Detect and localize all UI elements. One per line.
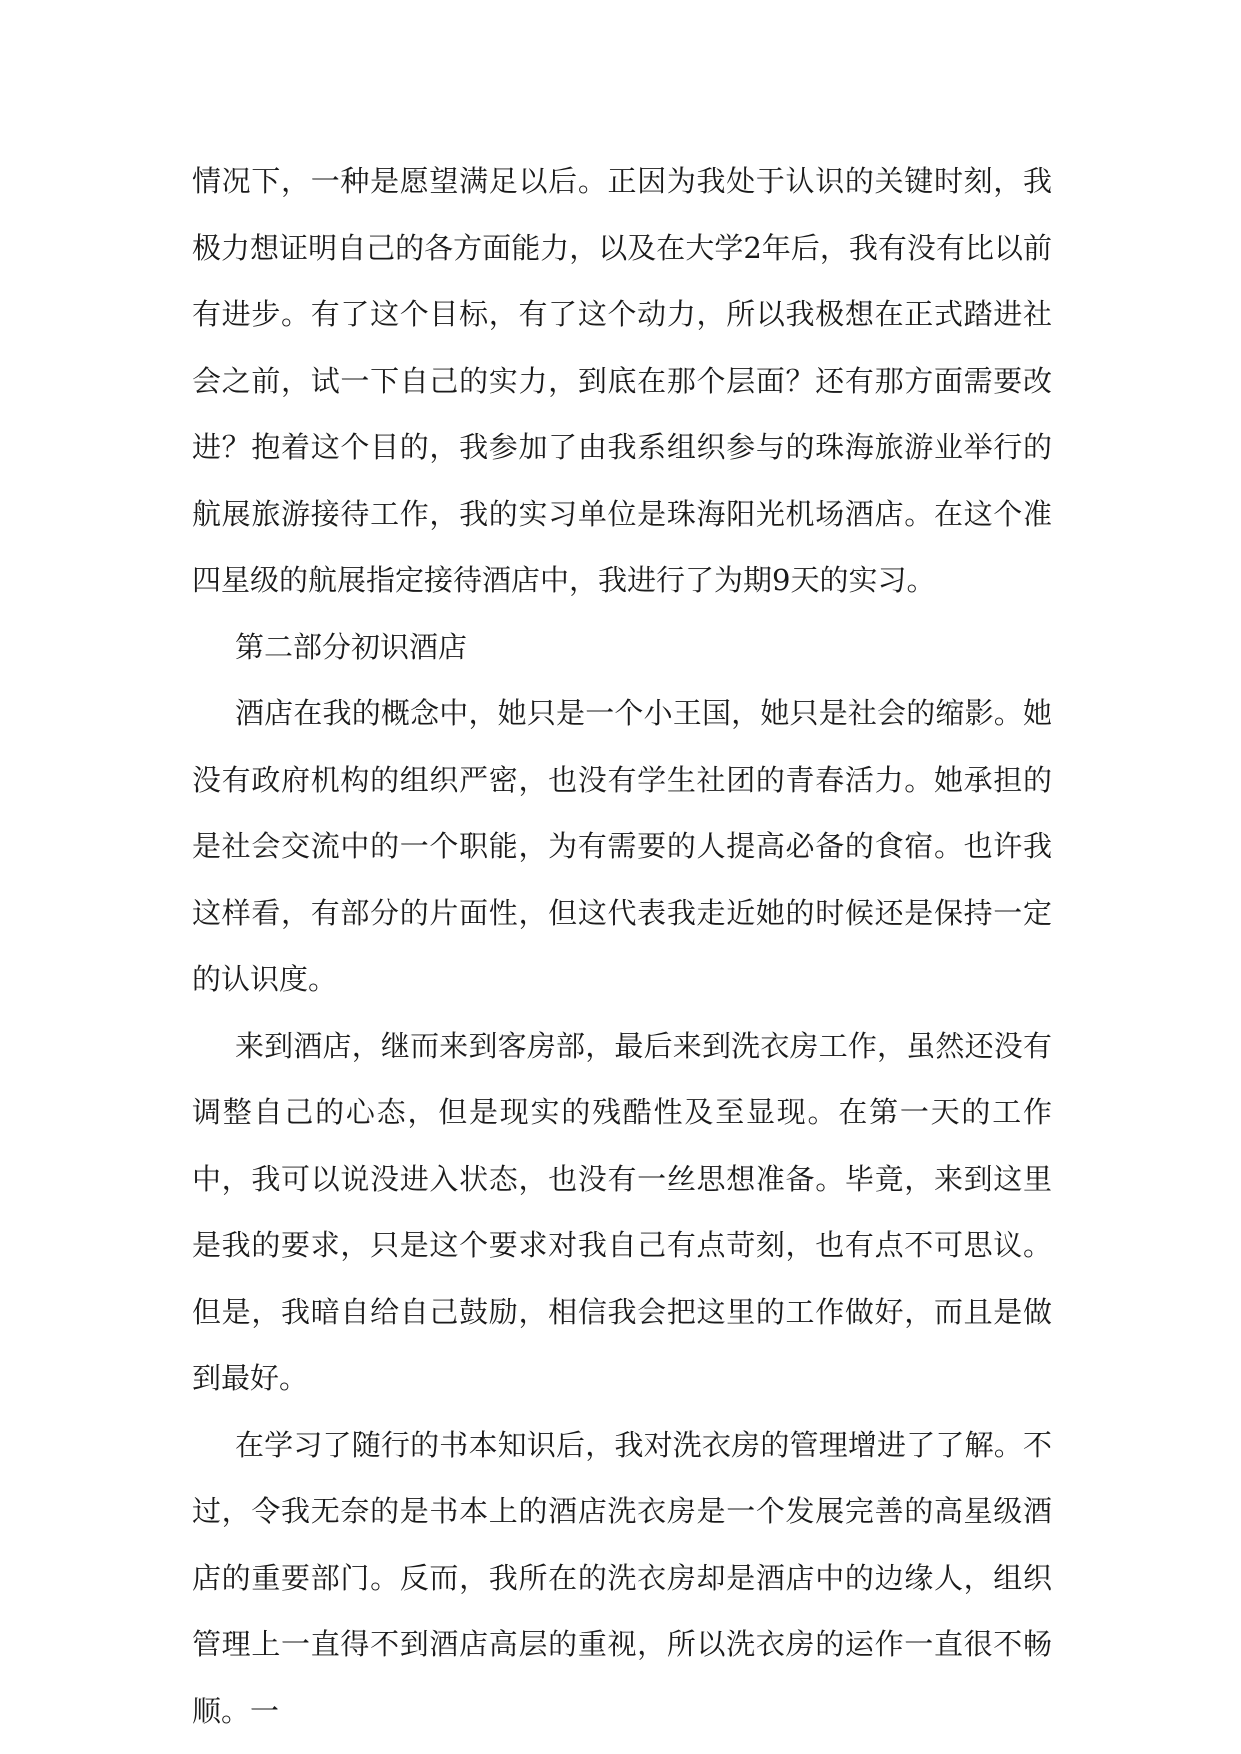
body-paragraph: 在学习了随行的书本知识后，我对洗衣房的管理增进了了解。不过，令我无奈的是书本上的酒店洗衣房是一个发展完善的高星级酒店的重要部门。反而，我所在的洗衣房却是酒店中的边缘人，组织管理上一直得不到酒店高层的重视，所以洗衣房的运作一直很不畅顺。一 (192, 1427, 1052, 1728)
body-paragraph: 酒店在我的概念中，她只是一个小王国，她只是社会的缩影。她没有政府机构的组织严密，也没有学生社团的青春活力。她承担的是社会交流中的一个职能，为有需要的人提高必备的食宿。也许我这样看，有部分的片面性，但这代表我走近她的时候还是保持一定的认识度。 (192, 696, 1052, 996)
body-paragraph: 来到酒店，继而来到客房部，最后来到洗衣房工作，虽然还没有调整自己的心态，但是现实的残酷性及至显现。在第一天的工作中，我可以说没进入状态，也没有一丝思想准备。毕竟，来到这里是我的要求，只是这个要求对我自己有点苛刻，也有点不可思议。但是，我暗自给自己鼓励，相信我会把这里的工作做好，而且是做到最好。 (192, 1028, 1052, 1395)
section-heading: 第二部分初识酒店 (235, 629, 468, 664)
body-paragraph: 情况下，一种是愿望满足以后。正因为我处于认识的关键时刻，我极力想证明自己的各方面能力，以及在大学2年后，我有没有比以前有进步。有了这个目标，有了这个动力，所以我极想在正式踏进社会之前，试一下自己的实力，到底在那个层面？还有那方面需要改进？抱着这个目的，我参加了由我系组织参与的珠海旅游业举行的航展旅游接待工作，我的实习单位是珠海阳光机场酒店。在这个准四星级的航展指定接待酒店中，我进行了为期9天的实习。 (192, 164, 1052, 597)
document-page (192, 148, 1052, 1744)
